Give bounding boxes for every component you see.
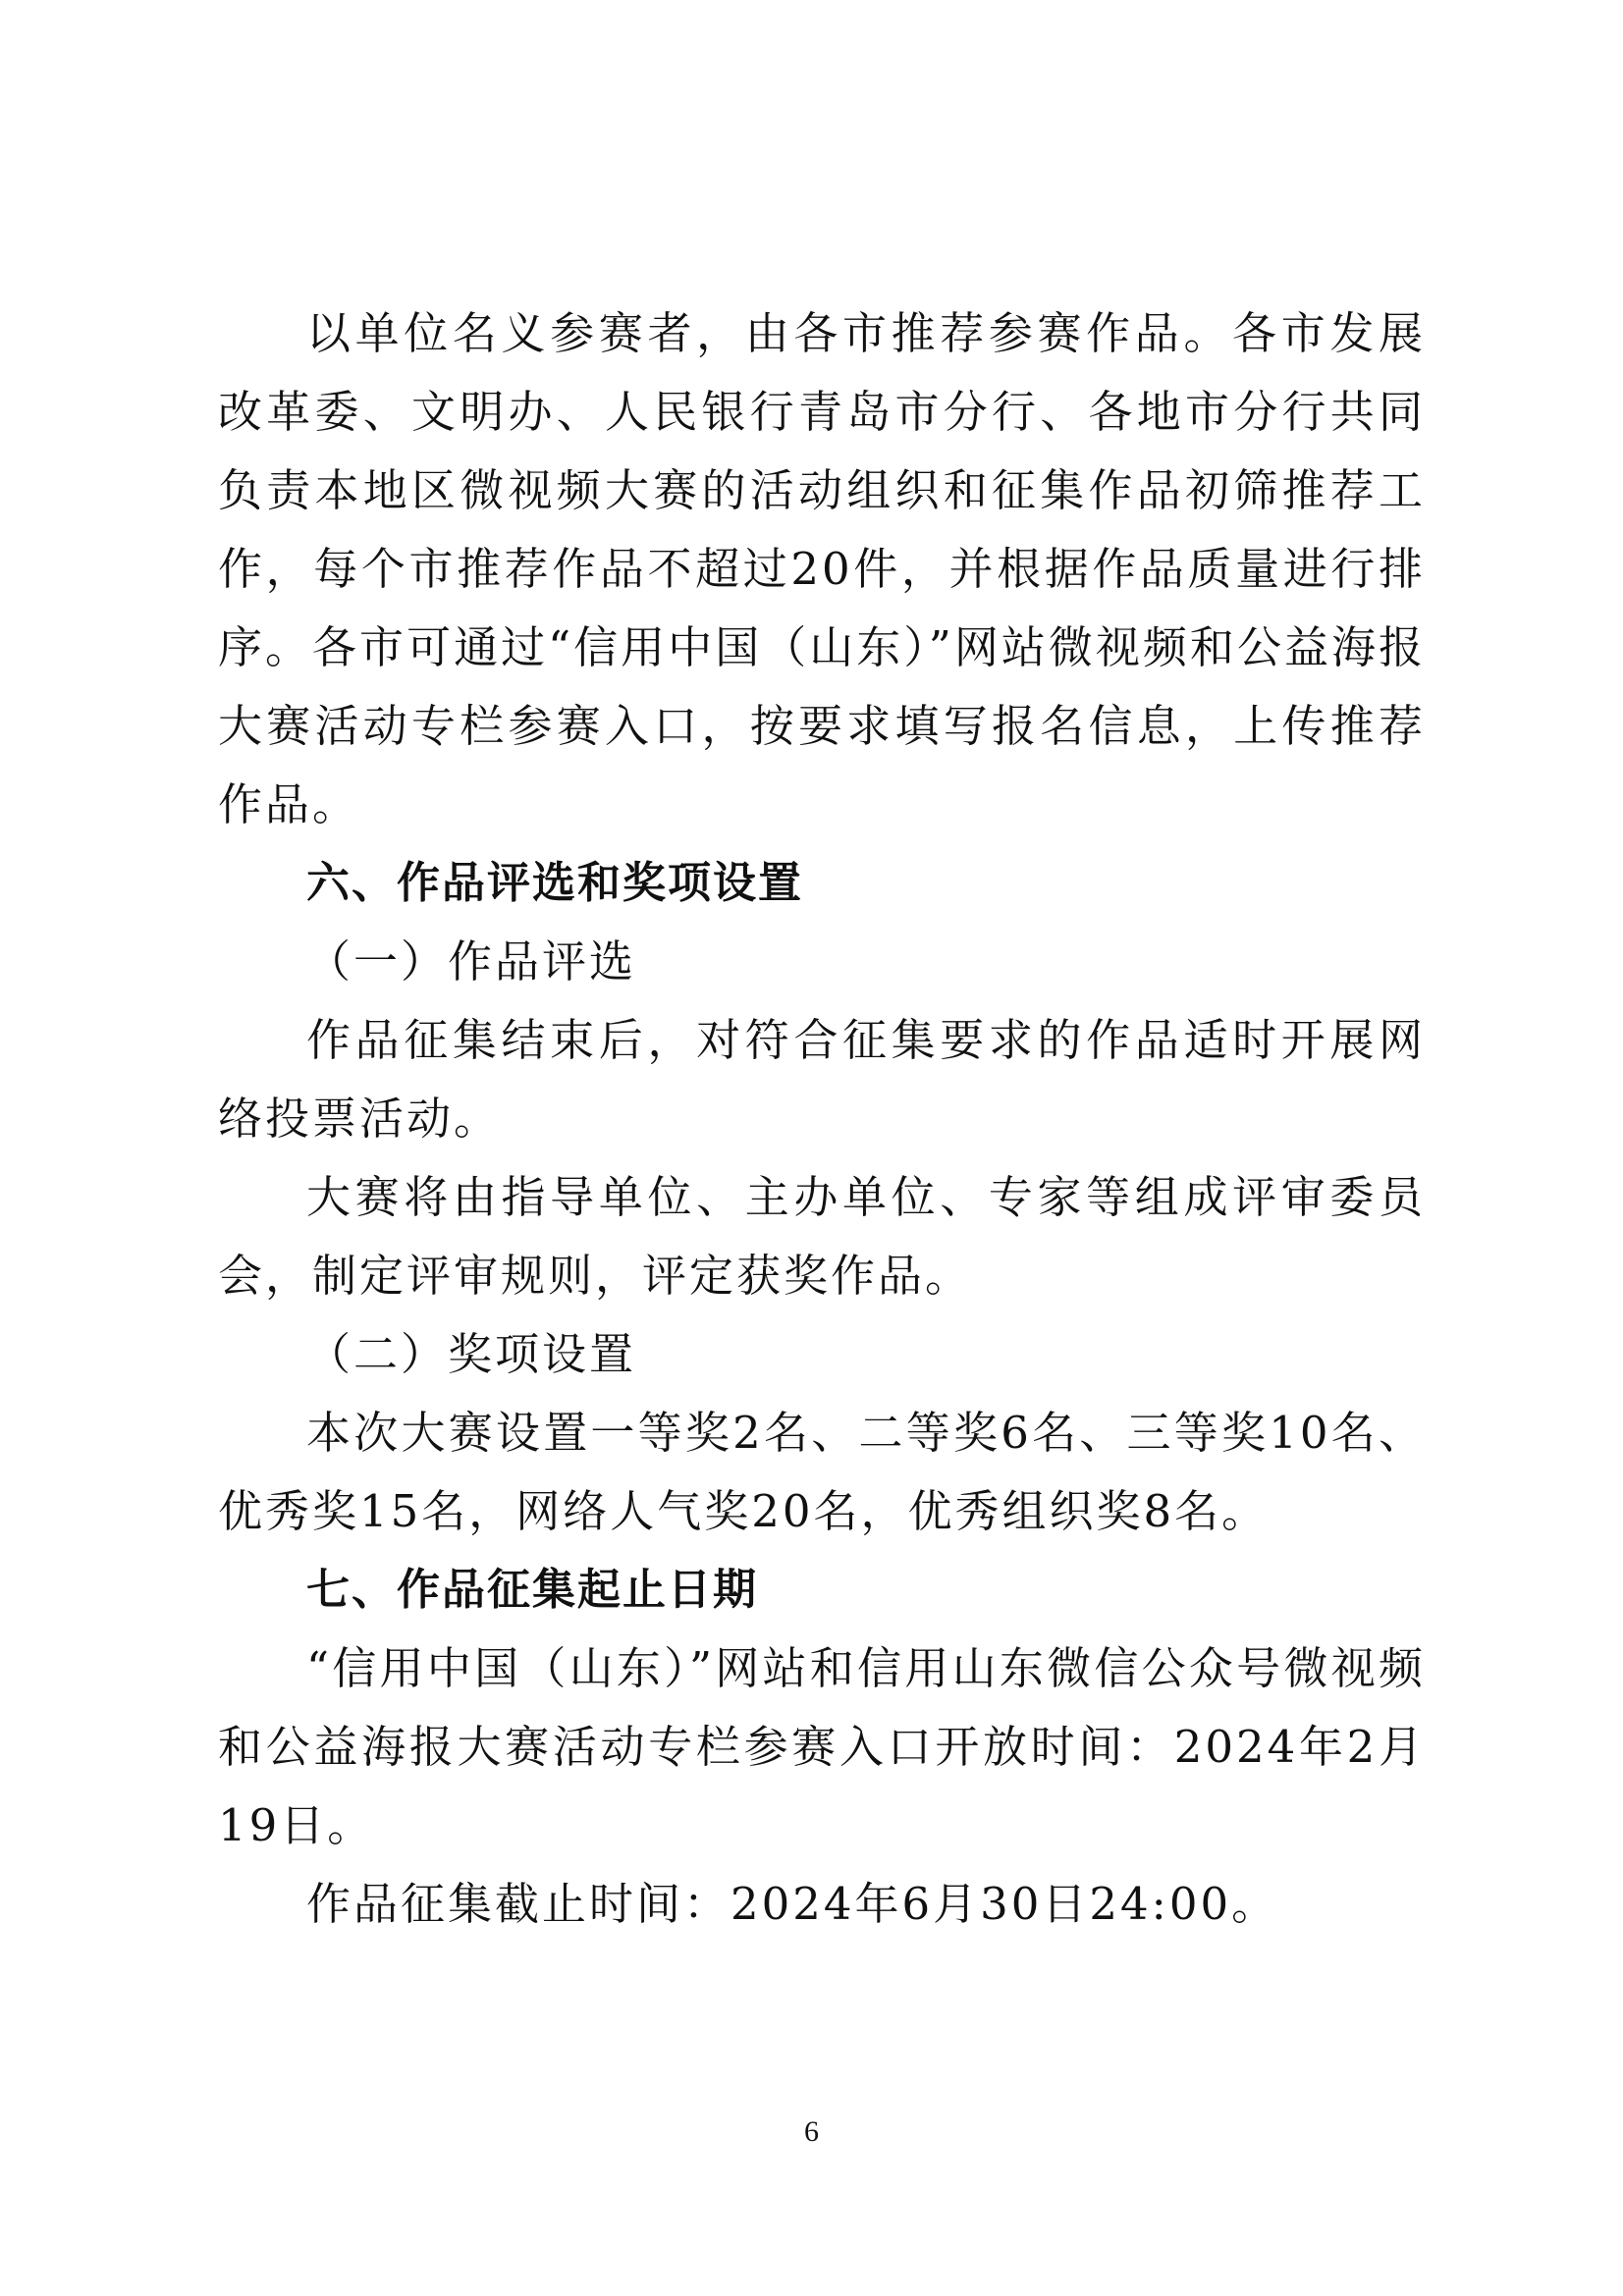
paragraph-open-date: “信用中国（山东）”网站和信用山东微信公众号微视频和公益海报大赛活动专栏参赛入口开放时间：2024年2月19日。 [218, 1642, 1426, 1851]
paragraph-deadline: 作品征集截止时间：2024年6月30日24:00。 [306, 1878, 1279, 1930]
paragraph-participation: 以单位名义参赛者，由各市推荐参赛作品。各市发展改革委、文明办、人民银行青岛市分行、各地市分行共同负责本地区微视频大赛的活动组织和征集作品初筛推荐工作，每个市推荐作品不超过20件，并根据作品质量进行排序。各市可通过“信用中国（山东）”网站微视频和公益海报大赛活动专栏参赛入口，按要求填写报名信息，上传推荐作品。 [218, 307, 1426, 830]
section-heading-six: 六、作品评选和奖项设置 [306, 858, 803, 908]
paragraph-voting: 作品征集结束后，对符合征集要求的作品适时开展网络投票活动。 [218, 1014, 1426, 1145]
paragraph-awards: 本次大赛设置一等奖2名、二等奖6名、三等奖10名、优秀奖15名，网络人气奖20名，优秀组织奖8名。 [218, 1407, 1426, 1537]
section-heading-seven: 七、作品征集起止日期 [306, 1565, 758, 1615]
subheading-selection: （一）作品评选 [306, 935, 637, 988]
subheading-awards: （二）奖项设置 [306, 1328, 637, 1380]
paragraph-review-committee: 大赛将由指导单位、主办单位、专家等组成评审委员会，制定评审规则，评定获奖作品。 [218, 1171, 1426, 1302]
page-number: 6 [804, 2115, 819, 2148]
document-body [218, 294, 1426, 1944]
